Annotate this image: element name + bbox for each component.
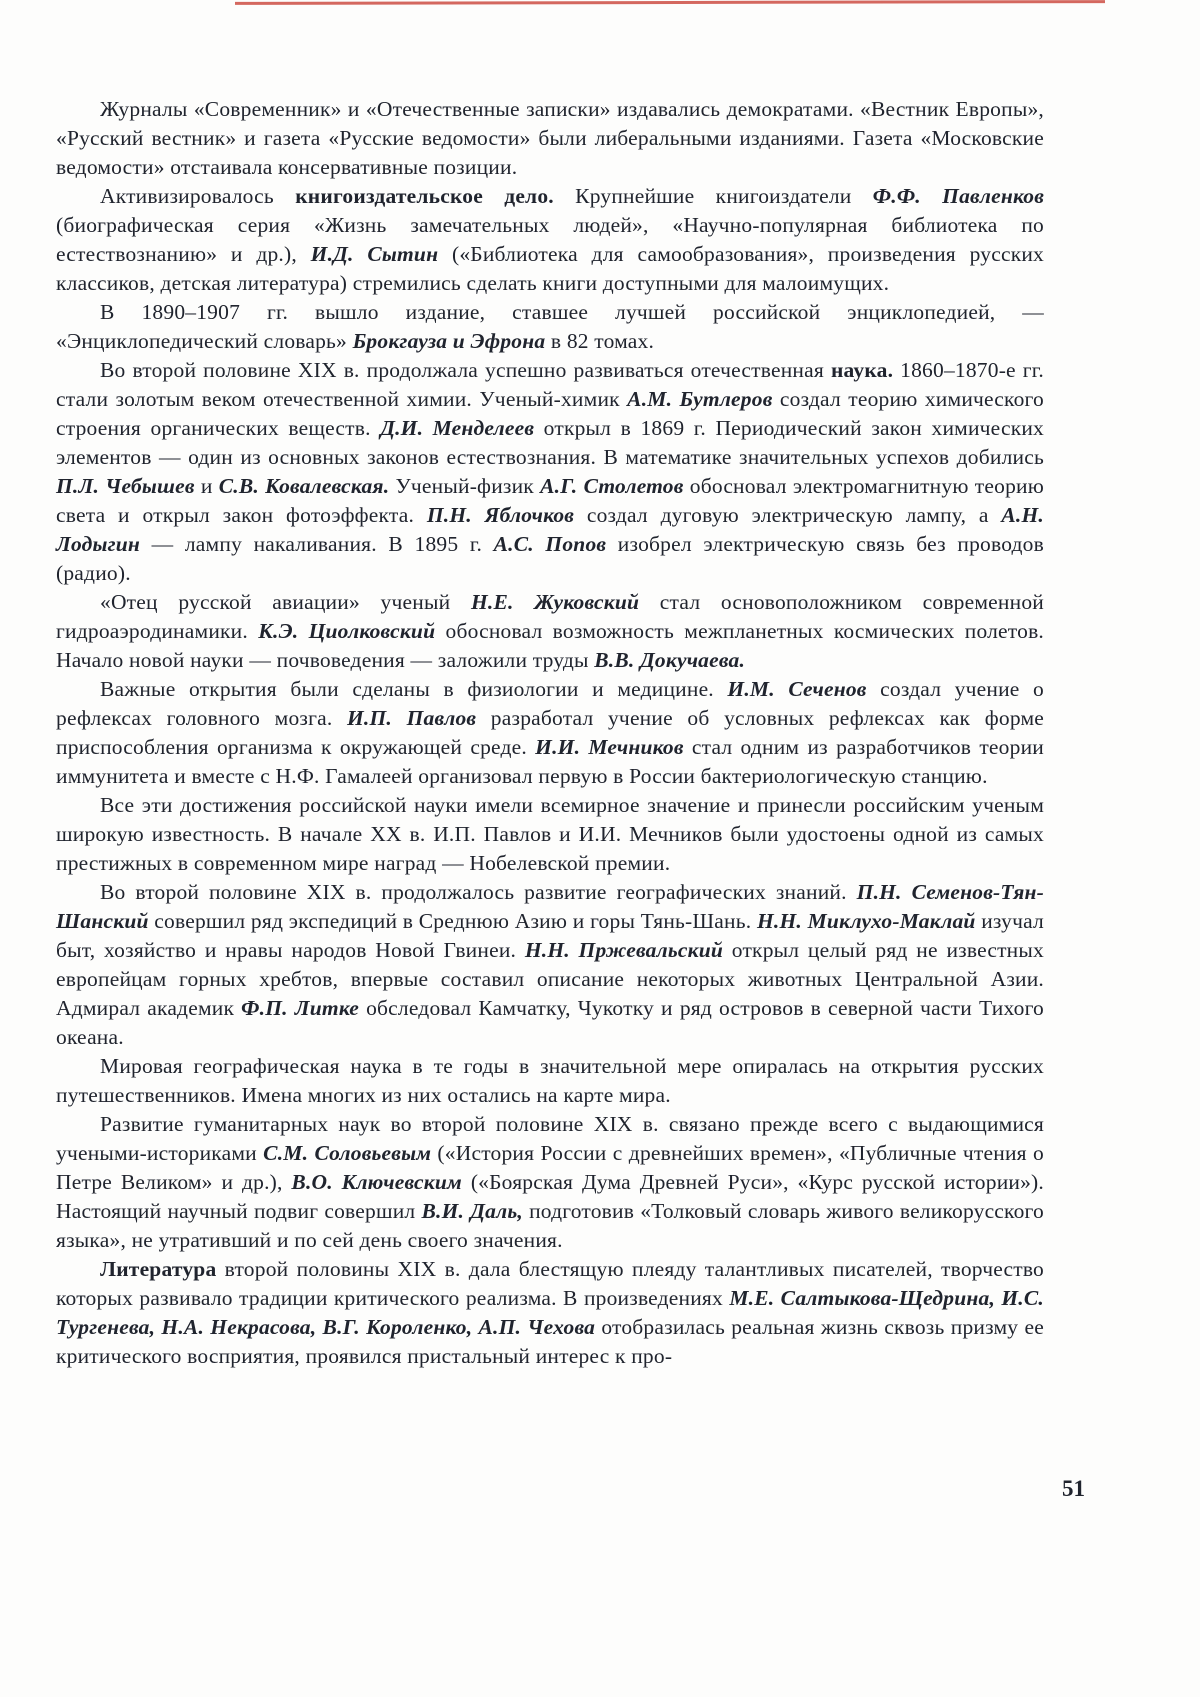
emphasis-segment: Н.Е. Жуковский (470, 590, 640, 614)
emphasis-segment: К.Э. Циолковский (258, 619, 436, 643)
text-segment: Во второй половине XIX в. продолжала успешно развиваться отечественная (100, 358, 831, 382)
emphasis-segment: Н.Н. Миклухо-Маклай (756, 909, 976, 933)
emphasis-segment: И.М. Сеченов (727, 677, 867, 701)
text-segment: создал дуговую электрическую лампу, а (574, 503, 1002, 527)
paragraph (56, 878, 1044, 1052)
text-segment: открыл целый ряд не известных европейцам горных хребтов, впервые составил описание некоторых животных Центральной Азии. Адмирал академик (56, 938, 1044, 1020)
emphasis-segment: В.В. Докучаева. (594, 648, 746, 672)
text-segment: стал основоположником современной гидроаэродинамики. (56, 590, 1044, 643)
emphasis-segment: В.О. Ключевским (291, 1170, 462, 1194)
text-segment: обследовал Камчатку, Чукотку и ряд островов в северной части Тихого океана. (56, 996, 1045, 1049)
emphasis-segment: А.С. Попов (493, 532, 607, 556)
emphasis-segment: А.Н. Лодыгин (56, 503, 1044, 556)
emphasis-segment: В.И. Даль, (421, 1199, 523, 1223)
text-segment: и (194, 474, 219, 498)
text-segment: («Библиотека для самообразования», произведения русских классиков, детская литература) стремились сделать книги доступными для малоимущих. (56, 242, 1045, 295)
text-segment: «Отец русской авиации» ученый (100, 590, 471, 614)
text-segment: («Боярская Дума Древней Руси», «Курс русской истории»). Настоящий научный подвиг совершил (56, 1170, 1044, 1223)
text-segment: обосновал электромагнитную теорию света и открыл закон фотоэффекта. (56, 474, 1044, 527)
text-segment: В 1890–1907 гг. вышло издание, ставшее лучшей российской энциклопедией, — «Энциклопедический словарь» (56, 300, 1044, 353)
paragraph (56, 1255, 1044, 1371)
text-segment: создал теорию химического строения органических веществ. (56, 387, 1044, 440)
text-segment: Ученый-физик (389, 474, 541, 498)
emphasis-segment: Брокгауза и Эфрона (352, 329, 546, 353)
text-segment: разработал учение об условных рефлексах как форме приспособления организма к окружающей среде. (56, 706, 1044, 759)
text-segment: (биографическая серия «Жизнь замечательных людей», «Научно-популярная библиотека по естествознанию» и др.), (56, 213, 1044, 266)
text-segment: («История России с древнейших времен», «Публичные чтения о Петре Великом» и др.), (56, 1141, 1044, 1194)
text-segment: Мировая географическая наука в те годы в значительной мере опиралась на открытия русских путешественников. Имена многих из них остались на карте мира. (56, 1054, 1044, 1107)
emphasis-segment: И.И. Мечников (535, 735, 684, 759)
page-number: 51 (1062, 1476, 1085, 1501)
emphasis-segment: П.Н. Яблочков (426, 503, 575, 527)
paragraph (56, 95, 1044, 182)
emphasis-segment: А.М. Бутлеров (627, 387, 773, 411)
emphasis-segment: С.В. Ковалевская. (218, 474, 390, 498)
emphasis-segment: Д.И. Менделеев (380, 416, 535, 440)
text-segment: 1860–1870-е гг. стали золотым веком отечественной химии. Ученый-химик (56, 358, 1044, 411)
emphasis-segment: Ф.П. Литке (241, 996, 360, 1020)
emphasis-segment: наука. (830, 358, 894, 382)
paragraph (56, 356, 1044, 588)
emphasis-segment: И.Д. Сытин (310, 242, 439, 266)
emphasis-segment: Ф.Ф. Павленков (872, 184, 1045, 208)
emphasis-segment: И.П. Павлов (347, 706, 477, 730)
emphasis-segment: А.Г. Столетов (540, 474, 684, 498)
paragraph (56, 791, 1044, 878)
text-segment: открыл в 1869 г. Периодический закон химических элементов — один из основных законов естествознания. В математике значительных успехов добились (56, 416, 1044, 469)
scan-edge-artifact (235, 0, 1105, 5)
text-segment: изобрел электрическую связь без проводов (радио). (56, 532, 1044, 585)
text-segment: отобразилась реальная жизнь сквозь призму ее критического восприятия, проявился пристальный интерес к про- (56, 1315, 1044, 1368)
text-segment: стал одним из разработчиков теории иммунитета и вместе с Н.Ф. Гамалеей организовал первую в России бактериологическую станцию. (56, 735, 1044, 788)
paragraph (56, 1052, 1044, 1110)
text-segment: Журналы «Современник» и «Отечественные записки» издавались демократами. «Вестник Европы», «Русский вестник» и газета «Русские ведомости» были либеральными изданиями. Газета «Московские ведомости» отстаивала консервативные позиции. (56, 97, 1044, 179)
emphasis-segment: С.М. Соловьевым (263, 1141, 432, 1165)
text-segment: создал учение о рефлексах головного мозга. (56, 677, 1044, 730)
text-segment: Развитие гуманитарных наук во второй половине XIX в. связано прежде всего с выдающимися учеными-историками (56, 1112, 1044, 1165)
text-segment: второй половины XIX в. дала блестящую плеяду талантливых писателей, творчество которых развивало традиции критического реализма. В произведениях (56, 1257, 1044, 1310)
emphasis-segment: Литература (100, 1257, 217, 1281)
emphasis-segment: П.Л. Чебышев (56, 474, 195, 498)
text-segment: изучал быт, хозяйство и нравы народов Новой Гвинеи. (56, 909, 1044, 962)
text-segment: в 82 томах. (545, 329, 655, 353)
emphasis-segment: П.Н. Семенов-Тян-Шанский (56, 880, 1044, 933)
text-segment: подготовив «Толковый словарь живого великорусского языка», не утративший и по сей день своего значения. (56, 1199, 1044, 1252)
paragraph (56, 675, 1044, 791)
text-segment: Все эти достижения российской науки имели всемирное значение и принесли российским ученым широкую известность. В начале XX в. И.П. Павлов и И.И. Мечников были удостоены одной из самых престижных в современном мире наград — Нобелевской премии. (56, 793, 1044, 875)
text-block (56, 95, 1044, 1371)
paragraph (56, 588, 1044, 675)
paragraph (56, 1110, 1044, 1255)
emphasis-segment: книгоиздательское дело. (295, 184, 554, 208)
paragraph (56, 182, 1044, 298)
text-segment: Во второй половине XIX в. продолжалось развитие географических знаний. (100, 880, 857, 904)
text-segment: Активизировалось (100, 184, 296, 208)
text-segment: обосновал возможность межпланетных космических полетов. Начало новой науки — почвоведения — заложили труды (56, 619, 1044, 672)
text-segment: Важные открытия были сделаны в физиологии и медицине. (100, 677, 728, 701)
emphasis-segment: Н.Н. Пржевальский (524, 938, 724, 962)
emphasis-segment: М.Е. Салтыкова-Щедрина, И.С. Тургенева, Н.А. Некрасова, В.Г. Короленко, А.П. Чехова (56, 1286, 1044, 1339)
text-segment: Крупнейшие книгоиздатели (553, 184, 873, 208)
paragraph (56, 298, 1044, 356)
text-segment: — лампу накаливания. В 1895 г. (140, 532, 494, 556)
text-segment: совершил ряд экспедиций в Среднюю Азию и горы Тянь-Шань. (148, 909, 757, 933)
